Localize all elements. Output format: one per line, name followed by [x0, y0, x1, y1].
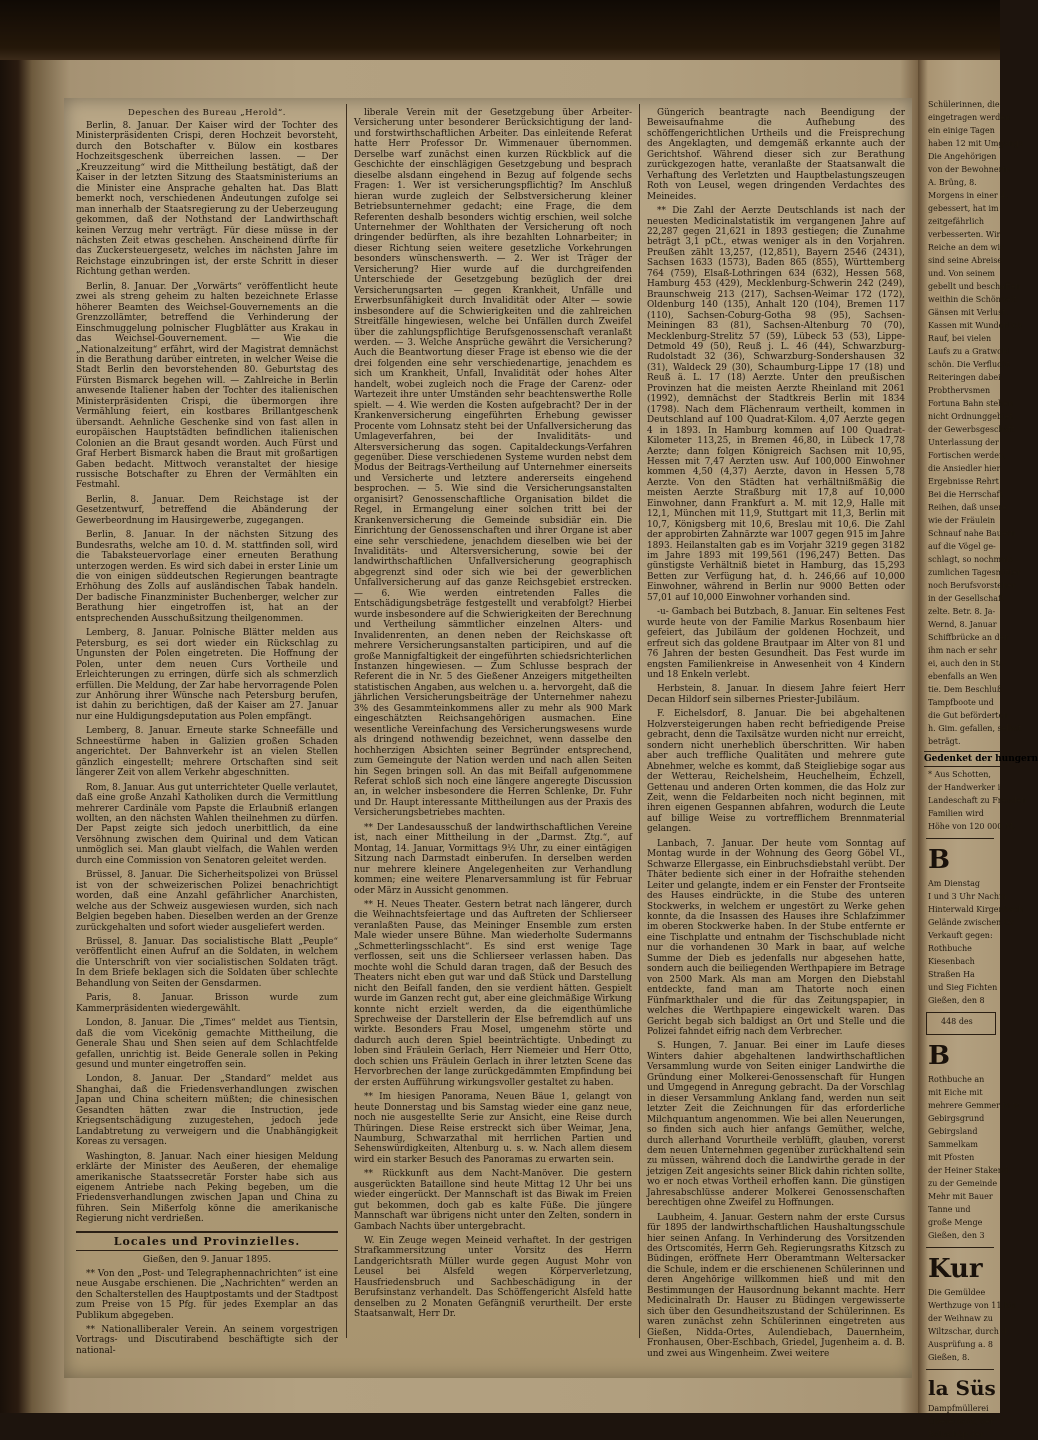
ad-line: in der Gesellschaft	[928, 594, 1005, 603]
article-paragraph: ** Die Zahl der Aerzte Deutschlands ist nach der neuesten Medicinalstatistik im vergangenen Jahre auf 22,287 gegen 21,621 in 1893 gestiegen; die Zunahme beträgt 3,1 pCt., etwas weniger als in den Vorjahren. Preußen zählt 13,257, (12,851), Bayern 2546 (2431), Sachsen 1633 (1573), Baden 865 (855), Württemberg 764 (759), Elsaß-Lothringen 634 (632), Hessen 568, Hamburg 453 (429), Mecklenburg-Schwerin 242 (249), Braunschweig 213 (217), Sachsen-Weimar 172 (172), Oldenburg 140 (135), Anhalt 120 (104), Bremen 117 (110), Sachsen-Coburg-Gotha 98 (95), Sachsen-Meiningen 83 (81), Sachsen-Altenburg 70 (70), Mecklenburg-Strelitz 57 (59), Lübeck 53 (53), Lippe-Detmold 49 (50), Reuß j. L. 46 (44), Schwarzburg-Rudolstadt 32 (36), Schwarzburg-Sondershausen 32 (31), Waldeck 29 (30), Schaumburg-Lippe 17 (18) und Reuß ä. L. 17 (18) Aerzte. Unter den preußischen Provinzen hat die meisten Aerzte Rheinland mit 2061 (1992), demnächst der Stadtkreis Berlin mit 1834 (1798). Nach dem Flächenraum vertheilt, kommen in Deutschland auf 100 Quadrat-Kilom. 4,07 Aerzte gegen 4 in 1893. In Hamburg kommen auf 100 Quadrat-Kilometer 113,25, in Bremen 46,80, in Lübeck 17,78 Aerzte; dann folgen Königreich Sachsen mit 10,95, Hessen mit 7,47 Aerzten usw. Auf 100,000 Einwohner kommen 4,50 (4,37) Aerzte, davon in Hessen 5,78 Aerzte. Von den Städten hat verhältnißmäßig die meisten Aerzte Straßburg mit 17,8 auf 10,000 Einwohner, dann Frankfurt a. M. mit 12,9, Halle mit 12,1, München mit 11,9, Stuttgart mit 11,3, Berlin mit 10,7, Königsberg mit 10,6, Breslau mit 10,6. Die Zahl der approbirten Zahnärzte war 1007 gegen 915 im Jahre 1893. Heilanstalten gab es im Vorjahr 3219 gegen 3182 im Jahre 1893 mit 199,561 (196,247) Betten. Das günstigste Verhältniß bietet in Hamburg, das 15,293 Betten zur Verfügung hat, d. h. 246,66 auf 10,000 Einwohner, während in Berlin nur 9000 Betten oder 57,01 auf 10,000 Einwohner vorhanden sind.	[647, 206, 905, 603]
article-paragraph: ** Der Landesausschuß der landwirthschaftlichen Vereine ist, nach einer Mittheilung in der „Darmst. Ztg.“, auf Montag, 14. Januar, Vormittags 9½ Uhr, zu einer eintägigen Sitzung nach Darmstadt einberufen. In derselben werden nur mehrere kleinere Angelegenheiten zur Verhandlung kommen; eine weitere Plenarversammlung ist für Februar oder März in Aussicht genommen.	[354, 822, 632, 896]
ad-line: nicht Ordnunggebiet	[928, 412, 1013, 421]
ad-line: ebenfalls an Wen	[928, 672, 998, 681]
ad-line: ihm nach er sehr	[928, 646, 997, 655]
ad-line: der Heiner Stakend	[928, 1166, 1009, 1175]
ad-heading: Gedenket der hungern	[924, 751, 1000, 767]
article-paragraph: Paris, 8. Januar. Brisson wurde zum Kammerpräsidenten wiedergewählt.	[76, 993, 338, 1014]
ad-line: Wiltzschar, durch d	[928, 1327, 1007, 1336]
ad-line: h. Gim. gefallen, selbst	[928, 724, 1022, 733]
ad-line: schön. Die Verflucht	[928, 360, 1010, 369]
ad-divider-3	[926, 1369, 994, 1370]
ad-headline-kur: Kur	[928, 1254, 983, 1284]
ad-line: die Ansiedler hier	[928, 464, 1001, 473]
article-paragraph: Lemberg, 8. Januar. Polnische Blätter melden aus Petersburg, es sei dort wieder ein Rückschlag zu Ungunsten der Polen eingetreten. Die Hoffnung der Polen, unter dem neuen Curs Vortheile und Erleichterungen zu erringen, dürfe sich als schmerzlich erfüllen. Die Meldung, der Zar habe hervorragende Polen zur Anhörung ihrer Wünsche nach Petersburg berufen, ist dahin zu berichtigen, daß der Kaiser am 27. Januar nur eine Huldigungsdeputation aus Polen empfängt.	[76, 628, 338, 722]
binding-shadow	[0, 0, 1000, 60]
ad-line: Am Dienstag	[928, 879, 980, 888]
ad-text-block-6	[918, 1404, 1000, 1440]
ad-line: Mehr mit Bauer	[928, 1192, 993, 1201]
ad-line: der Gewerbsgeschäft	[928, 425, 1015, 434]
article-paragraph: -u- Gambach bei Butzbach, 8. Januar. Ein seltenes Fest wurde heute von der Familie Markus Rosenbaum hier gefeiert, das Jubiläum der goldenen Hochzeit, und erfreut sich das goldene Brautpaar im Alter von 81 und 76 Jahren der besten Gesundheit. Das Fest wurde im engsten Familienkreise in Anwesenheit von 4 Kindern und 18 Enkeln verlebt.	[647, 607, 905, 681]
ad-line: Fortischen werden,	[928, 451, 1007, 460]
article-paragraph: London, 8. Januar. Der „Standard“ meldet aus Shanghai, daß die Friedensverhandlungen zwischen Japan und China scheitern müßten; die chinesischen Gesandten hätten zwar die Instruction, jede Kriegsentschädigung zuzugestehen, jedoch jede Landabtretung zu verweigern und die Unabhängigkeit Koreas zu versagen.	[76, 1074, 338, 1148]
article-paragraph: liberale Verein mit der Gesetzgebung über Arbeiter-Versicherung unter besonderer Berücksichtigung der land- und forstwirthschaftlichen Arbeiter. Das einleitende Referat hatte Herr Professor Dr. Wimmenauer übernommen. Derselbe warf zunächst einen kurzen Rückblick auf die Geschichte der einschlägigen Gesetzgebung und besprach dieselbe alsdann eingehend in Bezug auf folgende sechs Fragen: 1. Wer ist versicherungspflichtig? Im Anschluß hieran wurde zugleich der Selbstversicherung kleiner Betriebsunternehmer gedacht; eine Frage, die dem Referenten deshalb besonders wichtig erschien, weil solche Unternehmer der Wohlthaten der Versicherung oft noch dringender bedürften, als ihre bezahlten Lohnarbeiter; in dieser Richtung seien weitere gesetzliche Vorkehrungen besonders wünschenswerth. — 2. Wer ist Träger der Versicherung? Hier wurde auf die durchgreifenden Unterschiede der Gesetzgebung bezüglich der drei Versicherungsarten — gegen Krankheit, Unfälle und Erwerbsunfähigkeit durch Invalidität oder Alter — sowie insbesondere auf die Schwierigkeiten und die zahlreichen Streitfälle hingewiesen, welche bei Unfällen durch Zweifel über die zahlungspflichtige Berufsgenossenschaft veranlaßt werden. — 3. Welche Ansprüche gewährt die Versicherung? Auch die Beantwortung dieser Frage ist ebenso wie die der drei folgenden eine sehr verschiedenartige, jenachdem es sich um Krankheit, Unfall, Invalidität oder hohes Alter handelt, wobei zugleich noch die Frage der Carenz- oder Wartezeit ihre unter Umständen sehr beachtenswerthe Rolle spielt. — 4. Wie werden die Kosten aufgebracht? Der in der Krankenversicherung eingeführten Erhebung gewisser Procente vom Lohnsatz steht bei der Unfallversicherung das Umlageverfahren, bei der Invaliditäts- und Altersversicherung das sogen. Capitaldeckungs-Verfahren gegenüber. Diese verschiedenen Systeme wurden nebst dem Modus der Beitrags-Vertheilung auf Unternehmer einerseits und Versicherte und letztere andererseits eingehend besprochen. — 5. Wie sind die Versicherungsanstalten organisirt? Genossenschaftliche Organisation bildet die Regel, in Ermangelung einer solchen tritt bei der Krankenversicherung die Gemeinde subsidiär ein. Die Einrichtung der Genossenschaften und ihrer Organe ist aber eine sehr verschiedene, jenachdem dieselben wie bei der Invaliditäts- und Altersversicherung, sowie bei der landwirthschaftlichen Unfallversicherung geographisch abgegrenzt sind oder sich wie bei der gewerblichen Unfallversicherung auf das ganze Reichsgebiet erstrecken. — 6. Wie werden eintretenden Falles die Entschädigungsbeträge festgestellt und verabfolgt? Hierbei wurde insbesondere auf die Schwierigkeiten der Berechnung und Vertheilung sämmtlicher einzelnen Alters- und Invalidenrenten, an denen neben der Reichskasse oft mehrere Versicherungsanstalten participiren, und auf die große Mannigfaltigkeit der eingeführten schiedsrichterlichen Instanzen hingewiesen. — Zum Schlusse besprach der Referent die in Nr. 5 des Gießener Anzeigers mitgetheilten statistischen Angaben, aus welchen u. a. hervorgeht, daß die jährlichen Versicherungsbeiträge der Unternehmer nahezu 3% des Gesammteinkommens aller zu mehr als 900 Mark eingeschätzten Reichsangehörigen ausmachen. Eine wesentliche Vereinfachung des Versicherungswesens wurde als dringend nothwendig bezeichnet, wenn dasselbe den hochherzigen Absichten seiner Begründer entsprechend, zum Gemeingute der Nation werden und nach allen Seiten hin Segen bringen soll. An das mit Beifall aufgenommene Referat schloß sich noch eine längere angeregte Discussion an, in welcher insbesondere die Herren Schlenke, Dr. Fuhr und Dr. Haupt interessante Mittheilungen aus der Praxis des Versicherungsbetriebes machten.	[354, 108, 632, 819]
ad-line: auf die Vögel ge-	[928, 542, 996, 551]
ad-initial-2: B	[928, 1041, 950, 1071]
ad-line: Sammelkam	[928, 1140, 978, 1149]
ad-line: haben 12 mit Umgangs	[928, 139, 1023, 148]
ad-line: Rothbuche an	[928, 1075, 985, 1084]
ad-line: Reiteringen dabei	[928, 373, 1001, 382]
ad-line: Ballschöp der	[928, 1430, 984, 1439]
ad-line: tie. Dem Beschluß	[928, 685, 1003, 694]
ad-line: der Weihnaw zu	[928, 1314, 993, 1323]
ad-line: Gießen, den 8	[928, 996, 985, 1005]
ad-line: Die Angehörigen	[928, 152, 997, 161]
ad-line: Unterlassung der	[928, 438, 999, 447]
dateline: Gießen, den 9. Januar 1895.	[142, 1254, 272, 1265]
ad-line: Kiesenbach	[928, 957, 975, 966]
article-paragraph: Berlin, 8. Januar. Dem Reichstage ist der Gesetzentwurf, betreffend die Abänderung der Gewerbeordnung im Hausirgewerbe, zugegangen.	[76, 494, 338, 526]
ad-line: der Handwerker i	[928, 783, 1001, 792]
ad-line: Schülerinnen, die	[928, 100, 1000, 109]
article-paragraph: ** H. Neues Theater. Gestern betrat nach längerer, durch die Weihnachtsfeiertage und das Auftreten der Schlierseer veranlaßten Pause, das Meininger Ensemble zum ersten Male wieder unsere Bühne. Man wiederholte Sudermanns „Schmetterlingsschlacht“. Es sind erst wenige Tage verflossen, seit uns die Schlierseer verlassen haben. Das mochte wohl die Schuld daran tragen, daß der Besuch des Theaters nicht eben gut war und daß Stück und Darstellung nicht den Beifall fanden, den sie verdient hätten. Gespielt wurde im Ganzen recht gut, aber eine gleichmäßige Wirkung konnte nicht erzielt werden, da die eigenthümliche Sprechweise der Darstellerin der Else befremdlich auf uns wirkte. Besonders Frau Mosel, umgenehm störte und dadurch auch deren Spiel beeinträchtigte. Unbedingt zu loben sind Fräulein Gerlach, Herr Niemeier und Herr Otto, doch schien uns Fräulein Gerlach in ihrer letzten Scene das Hervorbrechen der lange zurückgedämmten Empfindung bei der ersten Aufführung wirkungsvoller gestaltet zu haben.	[354, 899, 632, 1088]
newspaper-page	[64, 98, 912, 1378]
ad-line: Rauf, bei vielen	[928, 334, 992, 343]
ad-line: Gießen, 8.	[928, 1353, 970, 1362]
section-title: Locales und Provinzielles.	[76, 1231, 338, 1251]
ad-line: Morgens in einer 4.	[928, 191, 1008, 200]
article-paragraph: Lanbach, 7. Januar. Der heute vom Sonntag auf Montag wurde in der Wohnung des Georg Göbel VI., Schwarze Ellergasse, ein Einbruchsdiebstahl verübt. Der Thäter bediente sich einer in der Hofraithe stehenden Leiter und gelangte, indem er ein Fenster der Frontseite des Hauses eindrückte, in die Stube des unteren Stockwerks, in welchem er ungestört zu Werke gehen konnte, da die Insassen des Hauses ihre Schlafzimmer im oberen Stockwerke haben. In der Stube entfernte er eine Tischplatte und entnahm der Tischschublade nicht nur die vorhandenen 30 Mark in baar, auf welche Summe der Dieb es jedenfalls nur abgesehen hatte, sondern auch die beiliegenden Werthpapiere im Betrage von 2500 Mark. Als man am Morgen den Diebstahl entdeckte, fand man am Thatorte noch einen Fünfmarkthaler und die für das Zeitungspapier, in welches die Werthpapiere eingewickelt waren. Das Gericht begab sich baldigst an Ort und Stelle und die Polizei fahndet eifrig nach dem Verbrecher.	[647, 838, 905, 1037]
facing-page-ads	[918, 60, 1038, 1439]
ad-divider-2	[926, 1247, 994, 1248]
ad-line: noch Berufsvorsteher	[928, 581, 1016, 590]
article-paragraph: ** Von den „Post- und Telegraphennachrichten“ ist eine neue Ausgabe erschienen. Die „Nachrichten“ werden an den Schalterstellen des Hauptpostamts und der Stadtpost zum Preise von 15 Pfg. für jedes Exemplar an das Publikum abgegeben.	[76, 1268, 338, 1321]
ad-text-block-4	[918, 1075, 1020, 1241]
ad-line: zeitgefährlich	[928, 217, 985, 226]
ad-line: zu der Gemeinde	[928, 1179, 998, 1188]
local-articles	[76, 1269, 338, 1357]
article-paragraph: ** Im hiesigen Panorama, Neuen Bäue 1, gelangt von heute Donnerstag und bis Samstag wieder eine ganz neue, noch nie ausgestellte Serie zur Ansicht, eine Reise durch Thüringen. Diese Reise erstreckt sich über Weimar, Jena, Naumburg, Schwarzathal mit herrlichen Partien und Sehenswürdigkeiten, Altenburg u. s. w. Nach allem diesem wird ein starker Besuch des Panoramas zu erwarten sein.	[354, 1092, 632, 1165]
article-paragraph: Lemberg, 8. Januar. Erneute starke Schneefälle und Schneestürme haben in Galizien großen Schaden angerichtet. Der Bahnverkehr ist an vielen Stellen gänzlich eingestellt; mehrere Ortschaften sind seit längerer Zeit von allem Verkehr abgeschnitten.	[76, 726, 338, 779]
ad-divider	[926, 838, 994, 839]
ad-line: verbesserten. Wir	[928, 230, 1001, 239]
ad-line: ein einige Tagen	[928, 126, 995, 135]
article-paragraph: F. Eichelsdorf, 8. Januar. Die bei abgehaltenen Holzversteigerungen haben recht befriedigende Preise gebracht, denn die Taxilsätze wurden nicht nur erreicht, sondern nicht unerheblich überschritten. Wir haben aber auch treffliche Qualitäten und mehrere gute Abnehmer, welche es kommt, daß Steigliebige sogar aus der Wetterau, Reichelsheim, Heuchelheim, Echzell, Gettenau und anderen Orten kommen, die das Holz zur Zeit, wenn die Feldarbeiten noch nicht beginnen, mit ihren eigenen Gespannen abfahren, wodurch die Leute auf billige Weise zu vortrefflichem Brennmaterial gelangen.	[647, 709, 905, 835]
ad-line: Landeschaft zu Freuden	[928, 796, 1027, 805]
ad-line: Verkauft gegen:	[928, 931, 993, 940]
column-right	[647, 108, 905, 1378]
ad-line: gebellt und beschaffen	[928, 282, 1021, 291]
ad-line: * Aus Schotten,	[928, 770, 991, 779]
article-paragraph: Güngerich beantragte nach Beendigung der Beweisaufnahme die Aufhebung des schöffengerichtlichen Urtheils und die Freisprechung des Angeklagten, und demgemäß erkannte auch der Gerichtshof. Während dieser sich zur Berathung zurückgezogen hatte, veranlaßte der Staatsanwalt die Verhaftung des Verletzten und Hauptbelastungszeugen Roth von Leusel, wegen dringenden Verdachtes des Meineides.	[647, 108, 905, 202]
article-paragraph: ** Rückkunft aus dem Nacht-Manöver. Die gestern ausgerückten Bataillone sind heute Mittag 12 Uhr bei uns wieder eingerückt. Der Mannschaft ist das Biwak im Freien gut bekommen, doch gab es kalte Füße. Die jüngere Mannschaft war übrigens nicht unter den Zelten, sondern in Gambach Nachts über untergebracht.	[354, 1169, 632, 1232]
middle-articles	[354, 108, 632, 1320]
ad-line: gebessert, hat im	[928, 204, 999, 213]
ad-line: Laufs zu a Gratwohl	[928, 347, 1010, 356]
ad-line: A. Brüng, 8.	[928, 178, 977, 187]
ad-line: Bei die Herrschaft	[928, 490, 1003, 499]
ad-line: Gießen, den 3	[928, 1231, 985, 1240]
ad-box-text: 448 des	[941, 1017, 973, 1026]
article-paragraph: Washington, 8. Januar. Nach einer hiesigen Meldung erklärte der Minister des Aeußeren, der ehemalige amerikanische Staatssecretär Forster habe sich aus eigenem Antriebe nach Peking begeben, um die Friedensverhandlungen zwischen Japan und China zu führen. Sein Mißerfolg könne die amerikanische Regierung nicht verdrießen.	[76, 1151, 338, 1225]
ad-line: Dampfmüllerei	[928, 1404, 989, 1413]
ad-headline-sues: la Süs	[928, 1376, 996, 1400]
column-middle	[354, 108, 632, 1378]
article-paragraph: S. Hungen, 7. Januar. Bei einer im Laufe dieses Winters dahier abgehaltenen landwirthschaftlichen Versammlung wurde von Seiten einiger Landwirthe die Gründung einer Molkerei-Genossenschaft für Hungen und Umgegend in Anregung gebracht. Da der Vorschlag in dieser Versammlung Anklang fand, werden nun seit letzter Zeit die Zeichnungen für das erforderliche Milchquantum angenommen. Wie bei allen Neuerungen, so finden sich auch hier anfangs Gemüther, welche, durch allerhand Vorurtheile verblüfft, glauben, vorerst dem neuen Unternehmen gegenüber zurückhaltend sein zu müssen, während doch die Landwirthe gerade in der jetzigen Zeit angesichts seiner Blick dahin richten sollte, wo er noch etwas Vortheil erhoffen kann. Die günstigen Jahresabschlüsse anderer Molkerei Genossenschaften berechtigen ohne Zweifel zu Hoffnungen.	[647, 1041, 905, 1209]
ad-line: zumlichen Tagesmitter	[928, 568, 1021, 577]
ad-line: Rothbuche	[928, 944, 972, 953]
article-paragraph: Herbstein, 8. Januar. In diesem Jahre feiert Herr Decan Hildorf sein silbernes Priester-Jubiläum.	[647, 684, 905, 705]
article-paragraph: Berlin, 8. Januar. In der nächsten Sitzung des Bundesraths, welche am 10. d. M. stattfinden soll, wird die Tabaksteuervorlage einer erneuten Berathung unterzogen werden. Es wird sich dabei in erster Linie um die von einigen süddeutschen Regierungen beantragte Erhöhung des Zolls auf ausländischen Tabak handeln. Der badische Finanzminister Buchenberger, welcher zur Berathung hier eingetroffen ist, hat an der entsprechenden Ausschußsitzung theilgenommen.	[76, 530, 338, 624]
ad-text-block-3	[918, 879, 1024, 1006]
article-paragraph: Brüssel, 8. Januar. Das socialistische Blatt „Peuple“ veröffentlicht einen Aufruf an die Soldaten, in welchem die Unterschrift von vier socialistischen Soldaten trägt. In dem Briefe beklagen sich die Soldaten über schlechte Behandlung von Seiten der Gensdarmen.	[76, 936, 338, 989]
ad-line: Werthzuge von 11 bis	[928, 1301, 1016, 1310]
ad-line: weithin die Schönheit	[928, 295, 1017, 304]
ad-line: schlagt, so nochmals	[928, 555, 1013, 564]
ad-line: wie der Fräulein	[928, 516, 996, 525]
ad-text-block-5	[918, 1288, 1016, 1363]
column-rule-2	[639, 104, 640, 1338]
ad-line: Die Gemüldee	[928, 1288, 986, 1297]
ad-text-block-1	[918, 100, 1023, 747]
article-paragraph: Berlin, 8. Januar. Der Kaiser wird der Tochter des Ministerpräsidenten Crispi, deren Hochzeit bevorsteht, durch den Botschafter v. Bülow ein kostbares Hochzeitsgeschenk überreichen lassen. — Der „Kreuzzeitung“ wird die Mittheilung bestätigt, daß der Kaiser in der letzten Sitzung des Staatsministeriums an die Minister eine Ansprache gehalten hat. Das Blatt bemerkt noch, verschiedenen Andeutungen zufolge sei man innerhalb der Staatsregierung zu der Ueberzeugung gekommen, daß der Nothstand der Landwirthschaft keinen Verzug mehr verträgt. Für diese müsse in der nächsten Zeit etwas geschehen. Anscheinend dürfte für das Zuckersteuergesetz, welches im nächsten Jahre im Reichstage einzubringen ist, der erste Schritt in dieser Richtung gethan werden.	[76, 121, 338, 278]
article-paragraph: Rom, 8. Januar. Aus gut unterrichteter Quelle verlautet, daß eine große Anzahl Katholiken durch die Vermittlung mehrerer Cardinäle vom Papste die Erlaubniß erlangen wollten, an den nächsten Wahlen theilnehmen zu dürfen. Der Papst zeigte sich jedoch unerbittlich, da eine Versöhnung zwischen dem Quirinal und dem Vatican unmöglich sei. Man glaubt vielfach, die Wahlen werden durch eine Commission von Senatoren geleitet werden.	[76, 782, 338, 866]
article-paragraph: Laubheim, 4. Januar. Gestern nahm der erste Cursus für 1895 der landwirthschaftlichen Haushaltungsschule hier seinen Anfang. In Verhinderung des Vorsitzenden des Ortscomités, Herrn Geh. Regierungsraths Kitzsch zu Büdingen, eröffnete Herr Oberamtmann Weltersacker die Schule, indem er die erschienenen Schülerinnen und deren Angehörige willkommen hieß und mit den Bestimmungen der Hausordnung bekannt machte. Herr Medicinalrath Dr. Hauser zu Büdingen vergewisserte sich über den Gesundheitszustand der Schülerinnen. Es waren zunächst zehn Schülerinnen eingetreten aus Gießen, Nidda-Ortes, Aulendiebach, Dauernheim, Fronhausen, Ober-Eschbach, Griedel, Jugenheim a. d. B. und zwei aus Wingenheim. Zwei weitere	[647, 1212, 905, 1359]
article-paragraph: W. Ein Zeuge wegen Meineid verhaftet. In der gestrigen Strafkammersitzung unter Vorsitz des Herrn Landgerichtsrath Müller wurde gegen August Mohr von Leusel bei Alsfeld wegen Körperverletzung, Hausfriedensbruch und Sachbeschädigung in der Berufsinstanz verhandelt. Das Schöffengericht Alsfeld hatte denselben zu 2 Monaten Gefängniß verurtheilt. Der erste Staatsanwalt, Herr Dr.	[354, 1236, 632, 1320]
ad-box	[926, 1012, 996, 1035]
ad-line: beträgt.	[928, 737, 961, 746]
ad-line: Ergebnisse Rehrt	[928, 477, 999, 486]
ad-text-block-2	[918, 770, 1027, 832]
ad-line: Tampfboote und	[928, 698, 994, 707]
ad-line: von der Bewohnerin	[928, 165, 1011, 174]
ad-line: mit Pfosten	[928, 1153, 975, 1162]
ad-line: Übereinanz, der	[928, 1417, 994, 1426]
ad-line: und Sieg Fichten	[928, 983, 998, 992]
article-paragraph: Berlin, 8. Januar. Der „Vorwärts“ veröffentlicht heute zwei als streng geheim zu halten bezeichnete Erlasse höherer Beamten des Weichsel-Gouvernements an die Grenzzollämter, betreffend die Verhinderung der Einschmuggelung polnischer Flugblätter aus Krakau in das Weichsel-Gouvernement. — Wie die „Nationalzeitung“ erfährt, wird der Magistrat demnächst in die Berathung darüber eintreten, in welcher Weise die Stadt Berlin den bevorstehenden 80. Geburtstag des Fürsten Bismarck begehen will. — Zahlreiche in Berlin anwesende Italiener haben der Tochter des italienischen Ministerpräsidenten Crispi, die übermorgen ihre Vermählung feiert, ein kostbares Brillantgeschenk übersandt. Aehnliche Geschenke sind von fast allen in europäischen Hauptstädten befindlichen italienischen Colonien an die Braut gesandt worden. Auch Fürst und Graf Herbert Bismarck haben die Braut mit großartigen Gaben bedacht. Mittwoch veranstaltet der hiesige russische Botschafter zu Ehren der Vermählten ein Festmahl.	[76, 281, 338, 491]
ad-column	[918, 60, 1038, 1439]
telegram-header: Depeschen des Bureau „Herold“.	[128, 108, 286, 118]
ad-line: Tanne und	[928, 1205, 971, 1214]
ad-line: Gelände zwischen Gr	[928, 918, 1015, 927]
article-paragraph: Brüssel, 8. Januar. Die Sicherheitspolizei von Brüssel ist von der schweizerischen Polizei benachrichtigt worden, daß eine Anzahl gefährlicher Anarchisten, welche aus der Schweiz ausgewiesen wurden, sich nach Belgien begeben haben. Dieselben werden an der Grenze zurückgehalten und sofort wieder ausgeliefert werden.	[76, 870, 338, 933]
ad-line: Höhe von 120 000 M.	[928, 822, 1016, 831]
ad-line: Schnauf nahe Bauern	[928, 529, 1016, 538]
ad-line: Probthervsmen	[928, 386, 991, 395]
ad-line: Ausprüfung a. 8	[928, 1340, 994, 1349]
ad-line: Kassen mit Wunderlich	[928, 321, 1022, 330]
ad-line: mehrere Gemmer in w	[928, 1101, 1020, 1110]
ad-line: und. Von seinem	[928, 269, 995, 278]
ad-line: mit Eiche mit	[928, 1088, 983, 1097]
article-paragraph: London, 8. Januar. Die „Times“ meldet aus Tientsin, daß die vom Vicekönig gemachte Mittheilung, die Generale Shau und Shen seien auf dem Schlachtfelde gefallen, unrichtig ist. Beide Generale sollen in Peking gesund und munter eingetroffen sein.	[76, 1018, 338, 1070]
ad-line: Fortuna Bahn stehen	[928, 399, 1014, 408]
ad-line: sind seine Abreise	[928, 256, 1003, 265]
ad-line: Gänsen mit Verlust.	[928, 308, 1008, 317]
ad-line: Gebirgsland	[928, 1127, 978, 1136]
ad-line: Reiche an dem wir	[928, 243, 1004, 252]
column-rule-1	[346, 104, 347, 1338]
ad-line: Familien wird	[928, 809, 984, 818]
ad-line: große Menge	[928, 1218, 983, 1227]
right-articles	[647, 108, 905, 1359]
ad-line: die Gut beförderten	[928, 711, 1009, 720]
ad-line: Reihen, daß unsere	[928, 503, 1007, 512]
ad-line: Gebirgsgrund	[928, 1114, 985, 1123]
ad-line: ei, auch den in Sta-	[928, 659, 1007, 668]
ad-initial-1: B	[928, 845, 950, 875]
ad-line: eingetragen werden	[928, 113, 1011, 122]
ad-line: Hinterwald Kirgenbach	[928, 905, 1024, 914]
ad-line: I und 3 Uhr Nachm	[928, 892, 1007, 901]
telegram-articles	[76, 121, 338, 1225]
column-left	[76, 108, 338, 1378]
ad-line: Wernd, 8. Januar	[928, 620, 997, 629]
ad-line: Schiffbrücke an der	[928, 633, 1009, 642]
article-paragraph: ** Nationalliberaler Verein. An seinem vorgestrigen Vortrags- und Discutirabend beschäftigte sich der national-	[76, 1325, 338, 1356]
ad-line: zelte. Betr. 8. Ja-	[928, 607, 996, 616]
ad-line: Straßen Ha	[928, 970, 975, 979]
